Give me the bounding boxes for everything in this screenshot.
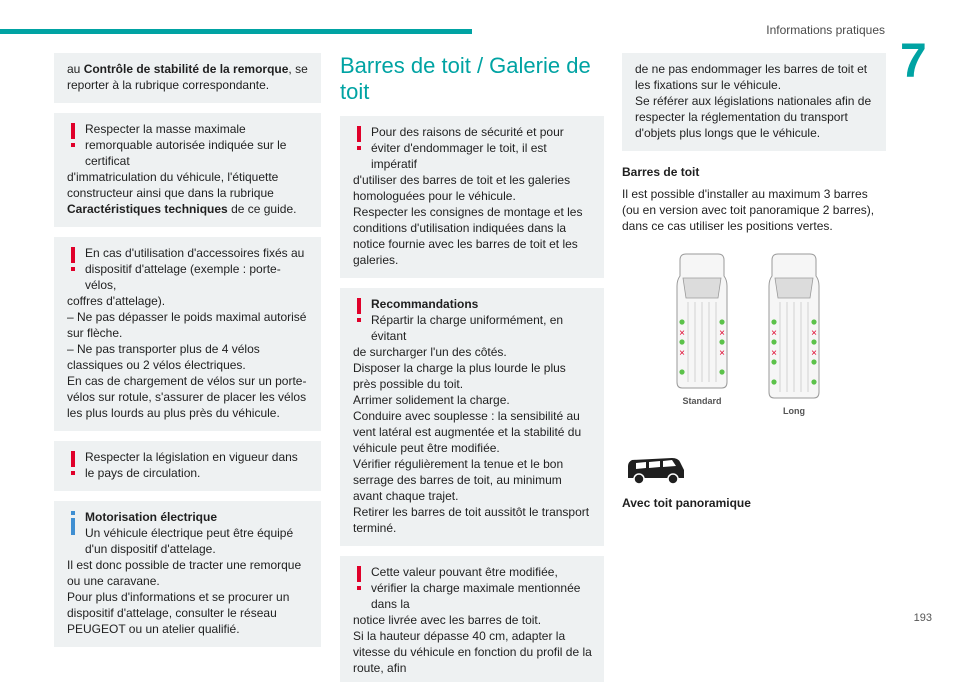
warning-box-recommendations: Recommandations Répartir la charge uniformément, en évitant de surcharger l'un des côtés. Disposer la charge la plus lourde le plus près possible du toit. Arrimer solidement la charge. Conduire avec souplesse : la sensibilité au vent latéral est augmentée et la stabilité du véhicule peut être modifiée. Vérifier régulièrement la tenue et le bon serrage des barres de toit, au minimum avant chaque trajet. Retirer les barres de toit aussitôt le transport terminé. <box>340 288 604 546</box>
warning-box-legislation: Respecter la législation en vigueur dans le pays de circulation. <box>54 441 321 491</box>
red-cross-marker: × <box>771 348 777 359</box>
section-title: Barres de toit / Galerie de toit <box>340 53 591 104</box>
green-position-marker <box>719 319 724 324</box>
green-position-marker <box>771 319 776 324</box>
red-cross-marker: × <box>719 328 725 339</box>
green-position-marker <box>679 319 684 324</box>
green-position-marker <box>719 339 724 344</box>
red-cross-marker: × <box>771 328 777 339</box>
green-position-marker <box>719 369 724 374</box>
green-position-marker <box>811 379 816 384</box>
green-position-marker <box>811 319 816 324</box>
warning-box-max-load: Cette valeur pouvant être modifiée, vérifier la charge maximale mentionnée dans la notice livrée avec les barres de toit. Si la hauteur dépasse 40 cm, adapter la vitesse du véhicule en fonction du profil de la route, afin <box>340 556 604 682</box>
red-cross-marker: × <box>679 328 685 339</box>
green-position-marker <box>771 339 776 344</box>
info-box-electric: Motorisation électrique Un véhicule électrique peut être équipé d'un dispositif d'attelage. Il est donc possible de tracter une remorque ou une caravane. Pour plus d'informations et se procurer un dispositif d'attelage, consulter le réseau PEUGEOT ou un atelier qualifié. <box>54 501 321 647</box>
panoramic-roof-label: Avec toit panoramique <box>622 496 751 510</box>
van-side-icon <box>624 454 688 488</box>
van-long-diagram <box>769 254 819 416</box>
warning-icon <box>67 123 79 149</box>
diagram-label-long: Long <box>783 406 805 416</box>
warning-icon <box>67 247 79 273</box>
red-cross-marker: × <box>719 348 725 359</box>
van-standard-diagram <box>677 254 727 406</box>
warning-box-towing-mass: Respecter la masse maximale remorquable autorisée indiquée sur le certificat d'immatriculation du véhicule, l'étiquette constructeur ainsi que dans la rubrique Caractéristiques techniques de ce guide. <box>54 113 321 227</box>
roof-bar-positions-diagram <box>622 244 886 444</box>
roof-bars-text: Il est possible d'installer au maximum 3 barres (ou en version avec toit panoramique 2 barres), dans ce cas utiliser les positions vertes. <box>622 187 875 233</box>
warning-icon <box>67 451 79 477</box>
warning-box-accessories: En cas d'utilisation d'accessoires fixés au dispositif d'attelage (exemple : porte-vélos, coffres d'attelage). – Ne pas dépasser le poids maximal autorisé sur flèche. – Ne pas transporter plus de 4 vélos classiques ou 2 vélos électriques. En cas de chargement de vélos sur un porte-vélos sur rotule, s'assurer de placer les vélos les plus lourds au plus près du véhicule. <box>54 237 321 431</box>
roof-bars-title: Barres de toit <box>622 165 700 179</box>
green-position-marker <box>679 339 684 344</box>
info-icon <box>67 511 79 537</box>
green-position-marker <box>811 339 816 344</box>
column-left <box>54 53 321 657</box>
red-cross-marker: × <box>811 348 817 359</box>
chapter-number: 7 <box>900 35 927 88</box>
intro-box: au Contrôle de stabilité de la remorque, se reporter à la rubrique correspondante. <box>54 53 321 103</box>
warning-box-roof-safety: Pour des raisons de sécurité et pour éviter d'endommager le toit, il est impératif d'utiliser des barres de toit et les galeries homologuées pour le véhicule. Respecter les consignes de montage et les conditions d'utilisation indiquées dans la notice fournie avec les barres de toit et les galeries. <box>340 116 604 278</box>
green-position-marker <box>771 359 776 364</box>
stability-link-text: Contrôle de stabilité de la remorque <box>83 62 289 76</box>
column-right <box>622 53 886 517</box>
green-position-marker <box>771 379 776 384</box>
warning-icon <box>353 126 365 152</box>
green-position-marker <box>679 369 684 374</box>
warning-icon <box>353 298 365 324</box>
column-middle <box>340 53 604 692</box>
red-cross-marker: × <box>811 328 817 339</box>
red-cross-marker: × <box>679 348 685 359</box>
warning-icon <box>353 566 365 592</box>
green-position-marker <box>811 359 816 364</box>
header-accent-bar <box>0 29 472 34</box>
header-title: Informations pratiques <box>766 23 885 37</box>
page-number: 193 <box>913 612 932 624</box>
diagram-label-standard: Standard <box>682 396 722 406</box>
continued-box: de ne pas endommager les barres de toit et les fixations sur le véhicule. Se référer aux législations nationales afin de respecter la réglementation du transport d'objets plus longs que le véhicule. <box>622 53 886 151</box>
